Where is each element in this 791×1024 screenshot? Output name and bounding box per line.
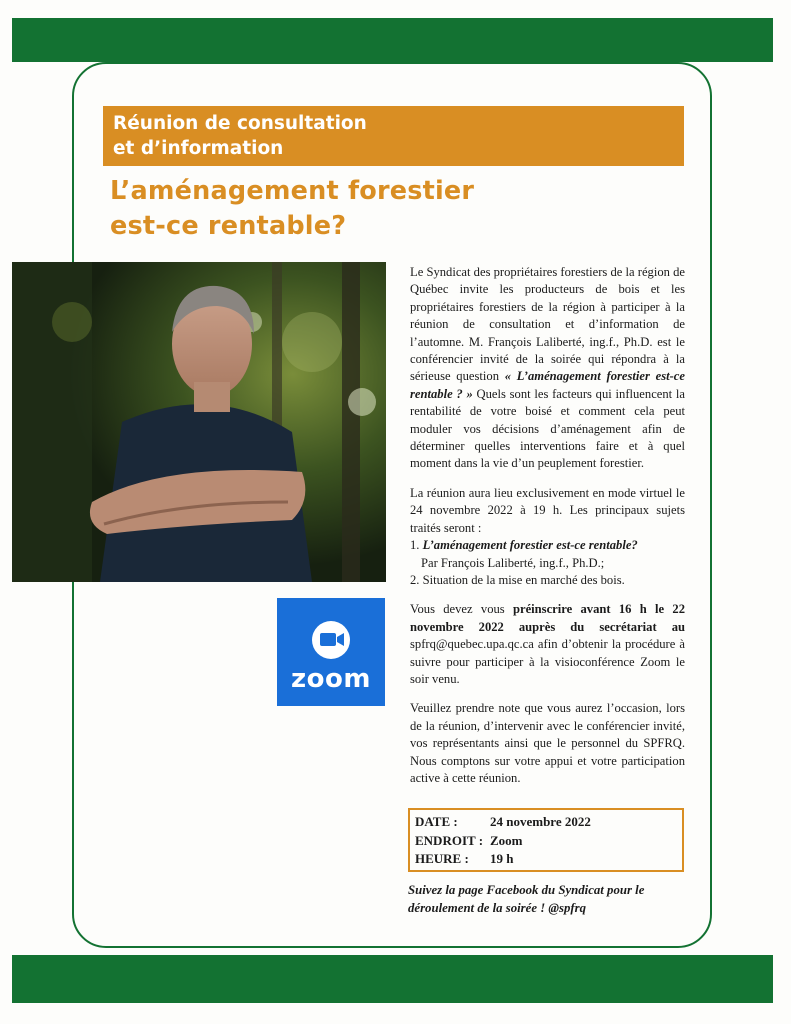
bottom-green-bar xyxy=(12,955,773,1003)
intro-question: « L’aménagement forestier est-ce rentable ? » xyxy=(410,369,685,401)
section-banner xyxy=(103,106,684,166)
time-value: 19 h xyxy=(490,851,514,866)
zoom-logo xyxy=(277,598,385,706)
topics-list xyxy=(410,537,685,589)
intro-text-2: Quels sont les facteurs qui influencent la rentabilité de votre boisé et comment cela peut moduler vos décisions d’aménagement afin de déterminer quelles interventions faire et à quel moment dans la vie d’un peuplement forestier. xyxy=(410,386,685,471)
zoom-wordmark: zoom xyxy=(291,664,371,694)
banner-line-2: et d’information xyxy=(113,138,284,159)
date-label: DATE : xyxy=(415,814,458,829)
speaker-photo xyxy=(12,262,386,582)
speaker-photo-illustration xyxy=(12,262,386,582)
registration-pre: Vous devez vous xyxy=(410,602,513,617)
time-row xyxy=(415,850,682,869)
time-label: HEURE : xyxy=(415,851,469,866)
topic-text: Situation de la mise en marché des bois. xyxy=(422,572,625,587)
main-text xyxy=(410,264,685,799)
place-row xyxy=(415,832,682,851)
title-line-1: L’aménagement forestier xyxy=(110,176,475,206)
list-item xyxy=(410,572,685,589)
registration-post: afin d’obtenir la procédure à suivre pour participer à la visioconférence Zoom le soir venu. xyxy=(410,637,685,686)
item-number: 2. xyxy=(410,572,420,587)
topic-title: L’aménagement forestier est-ce rentable? xyxy=(422,538,638,553)
registration-deadline: préinscrire avant 16 h le 22 novembre 2022 auprès du secrétariat au xyxy=(410,602,685,634)
place-value: Zoom xyxy=(490,832,523,848)
intro-paragraph xyxy=(410,264,685,473)
item-number: 1. xyxy=(410,538,420,553)
page-title xyxy=(110,174,670,244)
list-item xyxy=(410,537,685,572)
registration-email[interactable]: spfrq@quebec.upa.qc.ca xyxy=(410,637,534,652)
date-value: 24 novembre 2022 xyxy=(490,814,591,829)
meeting-paragraph: La réunion aura lieu exclusivement en mode virtuel le 24 novembre 2022 à 19 h. Les principaux sujets traités seront : xyxy=(410,485,685,535)
registration-paragraph xyxy=(410,601,685,688)
facebook-note: Suivez la page Facebook du Syndicat pour le déroulement de la soirée ! @spfrq xyxy=(408,883,645,915)
topic-speaker: Par François Laliberté, ing.f., Ph.D.; xyxy=(421,555,605,570)
banner-line-1: Réunion de consultation xyxy=(113,113,367,134)
note-paragraph: Veuillez prendre note que vous aurez l’occasion, lors de la réunion, d’intervenir avec le conférencier invité, vos représentants ainsi que le personnel du SPFRQ. Nous comptons sur votre appui et votre participation active à cette réunion. xyxy=(410,701,685,785)
top-green-bar xyxy=(12,18,773,62)
title-line-2: est-ce rentable? xyxy=(110,211,347,241)
date-row xyxy=(415,813,682,832)
intro-text: Le Syndicat des propriétaires forestiers de la région de Québec invite les producteurs de bois et les propriétaires forestiers de la région à participer à la réunion de consultation et d’information de l’automne. M. François Laliberté, ing.f., Ph.D. est le conférencier invité de la soirée qui répondra à la sérieuse question xyxy=(410,265,685,384)
event-info-box xyxy=(408,808,684,872)
place-label: ENDROIT : xyxy=(415,832,484,848)
